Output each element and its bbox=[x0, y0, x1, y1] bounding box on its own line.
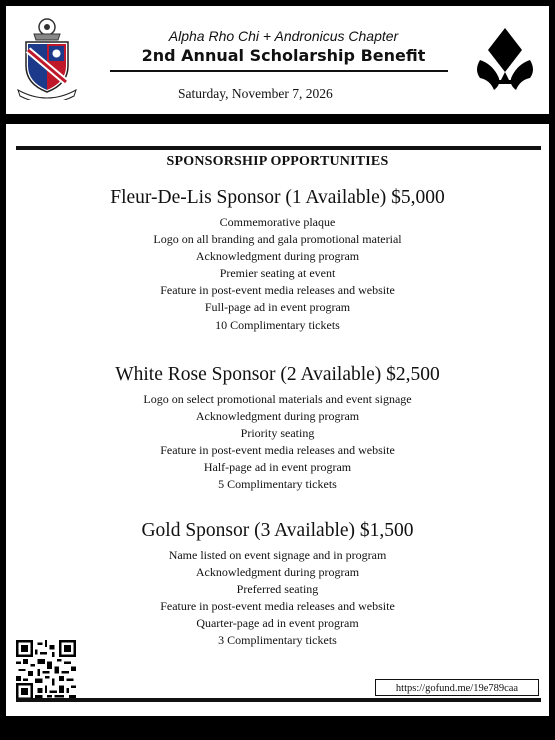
benefit-item: Acknowledgment during program bbox=[195, 249, 360, 264]
donation-link[interactable]: https://gofund.me/19e789caa bbox=[375, 679, 539, 696]
benefit-item: 3 Complimentary tickets bbox=[218, 633, 337, 648]
benefit-list bbox=[6, 547, 549, 650]
benefit-item: Full-page ad in event program bbox=[204, 300, 351, 315]
benefit-list bbox=[6, 214, 549, 334]
benefit-item: Acknowledgment during program bbox=[195, 565, 360, 580]
tier-title: Gold Sponsor (3 Available) $1,500 bbox=[141, 520, 414, 541]
benefit-list bbox=[6, 391, 549, 494]
benefit-item: Half-page ad in event program bbox=[203, 460, 352, 475]
benefit-item: Feature in post-event media releases and website bbox=[160, 599, 395, 614]
flyer-header bbox=[6, 6, 549, 114]
benefit-item: Logo on select promotional materials and event signage bbox=[143, 392, 412, 406]
event-title: 2nd Annual Scholarship Benefit bbox=[141, 46, 426, 65]
benefit-item: Feature in post-event media releases and website bbox=[160, 283, 395, 298]
top-rule bbox=[16, 146, 541, 150]
bottom-rule bbox=[16, 698, 541, 702]
benefit-item: Preferred seating bbox=[236, 582, 319, 597]
sponsorship-panel bbox=[6, 124, 549, 716]
header-divider bbox=[110, 70, 448, 72]
tier-white-rose bbox=[6, 363, 549, 494]
benefit-item: 5 Complimentary tickets bbox=[218, 477, 337, 492]
benefit-item: 10 Complimentary tickets bbox=[215, 317, 340, 332]
benefit-item: Acknowledgment during program bbox=[195, 409, 360, 424]
tier-title: White Rose Sponsor (2 Available) $2,500 bbox=[115, 364, 440, 385]
fleur-de-lis-icon bbox=[472, 26, 538, 96]
benefit-item: Quarter-page ad in event program bbox=[196, 616, 359, 631]
tier-title: Fleur-De-Lis Sponsor (1 Available) $5,000 bbox=[110, 187, 445, 208]
organization-name: Alpha Rho Chi + Andronicus Chapter bbox=[168, 28, 399, 44]
benefit-item: Logo on all branding and gala promotional material bbox=[153, 232, 402, 247]
benefit-item: Premier seating at event bbox=[219, 266, 336, 281]
event-date: Saturday, November 7, 2026 bbox=[178, 86, 333, 101]
section-title: SPONSORSHIP OPPORTUNITIES bbox=[166, 154, 389, 169]
tier-fleur-de-lis bbox=[6, 186, 549, 334]
benefit-item: Feature in post-event media releases and website bbox=[160, 443, 395, 458]
benefit-item: Commemorative plaque bbox=[219, 215, 336, 229]
benefit-item: Name listed on event signage and in program bbox=[168, 548, 387, 562]
qr-code-icon[interactable] bbox=[16, 640, 76, 700]
tier-gold bbox=[6, 519, 549, 650]
benefit-item: Priority seating bbox=[240, 426, 315, 441]
